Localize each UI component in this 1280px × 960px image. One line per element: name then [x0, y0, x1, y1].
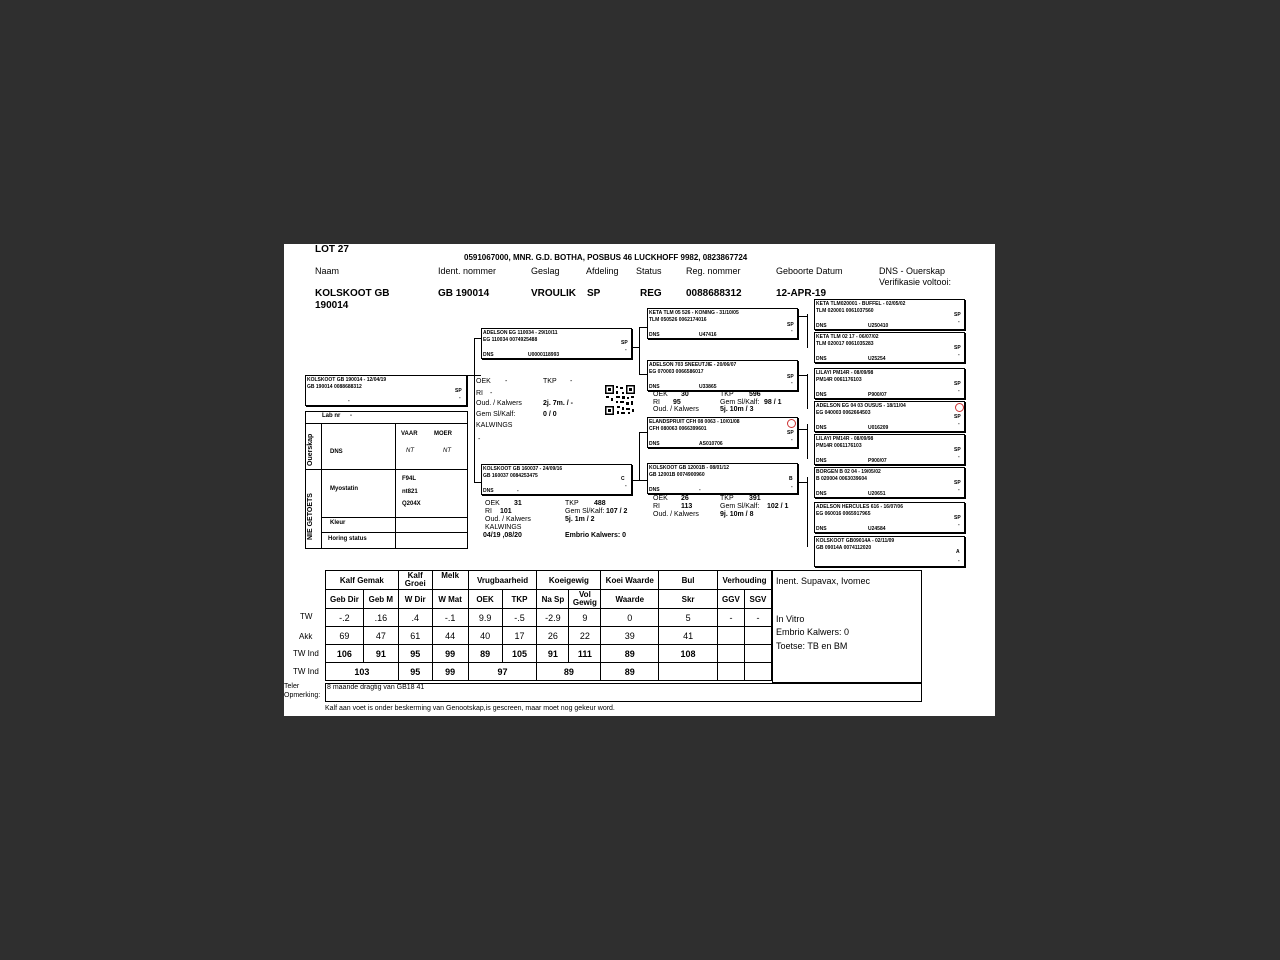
- akk-cell: 47: [363, 627, 398, 645]
- connector: [639, 432, 647, 433]
- gp1-gem: 98 / 1: [764, 399, 782, 406]
- header-reg: Reg. nommer: [686, 266, 741, 276]
- group-header: Vrugbaarheid: [468, 571, 537, 590]
- ggp-line2: TLM 020017 0061035283: [816, 341, 874, 347]
- sub-header: Skr: [659, 590, 718, 609]
- self-dash2: -: [348, 398, 350, 404]
- sub-header: TKP: [502, 590, 537, 609]
- ggp-line2: EG 040003 0062664503: [816, 410, 871, 416]
- owner-line: 0591067000, MNR. G.D. BOTHA, POSBUS 46 LUCKHOFF 9982, 0823867724: [464, 253, 748, 262]
- connector: [807, 314, 808, 348]
- group-header: Kalf Gemak: [326, 571, 399, 590]
- dns-vaar: NT: [406, 448, 414, 454]
- grandparent-box: [647, 417, 798, 448]
- great-grandparent-box: [814, 536, 965, 567]
- ggp-sp: SP: [954, 480, 961, 486]
- sub-header: Vol Gewig: [569, 590, 601, 609]
- ggp-line1: KETA TLM 02 17 - 06/07/02: [816, 334, 879, 340]
- ggp-sp: SP: [954, 515, 961, 521]
- dam-oud-label: Oud. / Kalwers: [485, 516, 531, 523]
- dam-kalwings-label: KALWINGS: [485, 524, 522, 531]
- teler-label: Teler: [284, 683, 300, 690]
- gp1-oud-label: Oud. / Kalwers: [653, 406, 699, 413]
- opmerking-label: Opmerking:: [284, 692, 321, 699]
- ind-cell: 95: [398, 645, 432, 663]
- sub-header: SGV: [744, 590, 771, 609]
- akk-cell: [744, 627, 771, 645]
- great-grandparent-box: [814, 299, 965, 330]
- dam-dns: DNS: [483, 488, 494, 494]
- self-dash1: -: [459, 395, 461, 401]
- sire-oek-label: OEK: [476, 378, 491, 385]
- ggp-dash: -: [958, 352, 960, 358]
- sire-kalwings: -: [478, 436, 481, 443]
- sub-header: W Mat: [432, 590, 468, 609]
- sire-oek: -: [505, 378, 508, 385]
- gp-dns: DNS: [649, 441, 660, 447]
- connector: [639, 480, 647, 481]
- akk-cell: 39: [601, 627, 659, 645]
- gp-line2: EG 070003 0066586017: [649, 369, 704, 375]
- great-grandparent-box: [814, 368, 965, 399]
- ggp-dns: DNS: [816, 491, 827, 497]
- self-sp: SP: [455, 388, 462, 394]
- myostatin-nt821: nt821: [402, 489, 418, 495]
- animal-afdeling: SP: [587, 288, 601, 299]
- dam-tkp-label: TKP: [565, 500, 579, 507]
- ggp-sp: SP: [954, 381, 961, 387]
- great-grandparent-box: [814, 332, 965, 363]
- ind2-cell: 89: [601, 663, 659, 681]
- sire-dash: -: [625, 347, 627, 353]
- ind-cell: [717, 645, 744, 663]
- ggp-dns-value: U016209: [868, 425, 889, 431]
- registration-logo-icon: [787, 419, 796, 428]
- tw-cell: .16: [363, 609, 398, 627]
- tw-cell: -.1: [432, 609, 468, 627]
- connector: [474, 338, 475, 483]
- myostatin-f94l: F94L: [402, 476, 417, 482]
- animal-name-2: 190014: [315, 300, 349, 311]
- dam-embrio: Embrio Kalwers: 0: [565, 532, 627, 539]
- sire-tkp-label: TKP: [543, 378, 557, 385]
- ggp-line1: ADELSON HERCULES 616 - 16/07/06: [816, 504, 903, 510]
- tw-cell: -.2: [326, 609, 364, 627]
- ind-cell: [744, 645, 771, 663]
- sub-header: Na Sp: [537, 590, 569, 609]
- ggp-line2: EG 060016 0065917965: [816, 511, 871, 517]
- ggp-line1: KETA TLM020001 - BUFFEL - 02/05/02: [816, 301, 906, 307]
- sub-header: Waarde: [601, 590, 659, 609]
- ggp-dash: -: [958, 319, 960, 325]
- ggp-sp: A: [956, 549, 960, 555]
- row-label-tw-ind-2: TW Ind: [293, 667, 319, 676]
- connector: [639, 374, 647, 375]
- akk-cell: 69: [326, 627, 364, 645]
- akk-cell: 41: [659, 627, 718, 645]
- gp1-oek: 30: [681, 391, 689, 398]
- row-label-tw: TW: [300, 612, 313, 621]
- footer-note: Kalf aan voet is onder beskerming van Genootskap,is gescreen, maar moet nog gekeur word.: [325, 705, 615, 712]
- grandparent-box: [647, 463, 798, 494]
- grandparent-box: [647, 308, 798, 339]
- animal-geslag: VROULIK: [531, 288, 576, 299]
- myostatin-label: Myostatin: [330, 486, 359, 492]
- ggp-dns: DNS: [816, 392, 827, 398]
- dam-ri: 101: [500, 508, 512, 515]
- sub-header: W Dir: [398, 590, 432, 609]
- ggp-sp: SP: [954, 345, 961, 351]
- dam-line2: GB 160037 0084253475: [483, 473, 538, 479]
- gp2-ri: 113: [681, 503, 693, 510]
- connector: [807, 477, 808, 547]
- ind2-cell: 103: [326, 663, 399, 681]
- gp2-oek: 26: [681, 495, 689, 502]
- performance-table: [325, 570, 772, 681]
- gp-dns-value: U47416: [699, 332, 717, 338]
- ggp-dash: -: [958, 454, 960, 460]
- ggp-dash: -: [958, 522, 960, 528]
- tw-cell: .4: [398, 609, 432, 627]
- group-header: Kalf Groei: [398, 571, 432, 590]
- gp-dns-value: AS010706: [699, 441, 723, 447]
- gp1-gem-label: Gem Sl/Kalf:: [720, 399, 760, 406]
- self-box: [305, 375, 467, 406]
- grandparent-box: [647, 360, 798, 391]
- ind-cell: 89: [468, 645, 502, 663]
- sub-header: GGV: [717, 590, 744, 609]
- sire-dns-value: U0000118993: [528, 352, 560, 358]
- gp2-tkp: 391: [749, 495, 761, 502]
- header-dns: DNS - Ouerskap: [879, 266, 946, 276]
- horing-label: Horing status: [328, 536, 367, 542]
- ggp-sp: SP: [954, 414, 961, 420]
- ggp-dns-value: U25254: [868, 356, 886, 362]
- sire-gem: 0 / 0: [543, 411, 557, 418]
- ggp-line1: BORGEN B 02 04 - 19/05/02: [816, 469, 881, 475]
- akk-cell: [717, 627, 744, 645]
- nie-getoets-label: NIE GETOETS: [307, 493, 314, 540]
- akk-cell: 44: [432, 627, 468, 645]
- gp-dns: DNS: [649, 332, 660, 338]
- ind-cell: 105: [502, 645, 537, 663]
- group-header: Koeigewig: [537, 571, 601, 590]
- dam-line1: KOLSKOOT GB 160037 - 24/09/16: [483, 466, 563, 472]
- ggp-line2: PM14R 0061176103: [816, 443, 862, 449]
- sire-box: [481, 328, 632, 359]
- ggp-sp: SP: [954, 447, 961, 453]
- ggp-sp: SP: [954, 312, 961, 318]
- row-label-akk: Akk: [299, 632, 313, 641]
- kleur-label: Kleur: [330, 520, 346, 526]
- sire-kalwings-label: KALWINGS: [476, 422, 513, 429]
- notes-box: [772, 570, 922, 683]
- sire-oud-label: Oud. / Kalwers: [476, 400, 522, 407]
- gp2-tkp-label: TKP: [720, 495, 734, 502]
- gp-dns: DNS: [649, 384, 660, 390]
- self-line2: GB 190014 0088688312: [307, 384, 362, 390]
- tw-cell: -: [717, 609, 744, 627]
- connector: [639, 327, 647, 328]
- ggp-dash: -: [958, 388, 960, 394]
- gp1-ri-label: RI: [653, 399, 660, 406]
- akk-cell: 22: [569, 627, 601, 645]
- gp-line1: ELANDSPRUIT CFH 08 0063 - 10/01/08: [649, 419, 740, 425]
- connector: [639, 327, 640, 374]
- gp1-oud: 5j. 10m / 3: [720, 406, 754, 413]
- connector: [639, 432, 640, 480]
- group-header: Koei Waarde: [601, 571, 659, 590]
- sire-dns: DNS: [483, 352, 494, 358]
- gp-line2: CFH 080063 0066399601: [649, 426, 707, 432]
- row-label-tw-ind: TW Ind: [293, 649, 319, 658]
- gp-line1: ADELSON 703 SNEEUTJIE - 20/06/07: [649, 362, 737, 368]
- ind2-cell: 97: [468, 663, 537, 681]
- gp-sp: SP: [787, 322, 794, 328]
- gp-line2: TLM 050526 0062174016: [649, 317, 707, 323]
- animal-geboorte: 12-APR-19: [776, 288, 827, 299]
- dns-moer: NT: [443, 448, 451, 454]
- dam-oek: 31: [514, 500, 522, 507]
- gp2-gem-label: Gem Sl/Kalf:: [720, 503, 760, 510]
- gp-dash: -: [791, 328, 793, 334]
- sire-sp: SP: [621, 340, 628, 346]
- ind-cell: 91: [363, 645, 398, 663]
- sire-ri-label: RI: [476, 390, 483, 397]
- gp-sp: B: [789, 476, 793, 482]
- ggp-line2: TLM 020001 0061037560: [816, 308, 874, 314]
- lab-box: [305, 411, 468, 549]
- gp-dash: -: [791, 380, 793, 386]
- great-grandparent-box: [814, 401, 965, 432]
- great-grandparent-box: [814, 434, 965, 465]
- dam-gem: 107 / 2: [606, 508, 628, 515]
- ind-cell: 108: [659, 645, 718, 663]
- gp1-ri: 95: [673, 399, 681, 406]
- ggp-dns-value: P900/07: [868, 458, 887, 464]
- sire-oud: 2j. 7m. / -: [543, 400, 573, 407]
- ind-cell: 89: [601, 645, 659, 663]
- gp2-ri-label: RI: [653, 503, 660, 510]
- tw-cell: -.5: [502, 609, 537, 627]
- tw-cell: 0: [601, 609, 659, 627]
- gp2-oek-label: OEK: [653, 495, 668, 502]
- gp2-gem: 102 / 1: [767, 503, 789, 510]
- group-header: Melk: [432, 571, 468, 590]
- tw-cell: -2.9: [537, 609, 569, 627]
- ind2-cell: 99: [432, 663, 468, 681]
- sub-header: Geb M: [363, 590, 398, 609]
- ind2-cell: 95: [398, 663, 432, 681]
- ggp-dns-value: U24584: [868, 526, 886, 532]
- animal-reg: 0088688312: [686, 288, 742, 299]
- dam-dash: -: [625, 483, 627, 489]
- qr-code: [604, 384, 636, 416]
- gp-dns-value: -: [699, 487, 701, 493]
- ind-cell: 91: [537, 645, 569, 663]
- great-grandparent-box: [814, 502, 965, 533]
- gp-dns: DNS: [649, 487, 660, 493]
- sub-header: Geb Dir: [326, 590, 364, 609]
- gp-dash: -: [791, 437, 793, 443]
- ggp-dns-value: P900/07: [868, 392, 887, 398]
- teler-remark-box: [325, 683, 922, 702]
- ggp-dns: DNS: [816, 356, 827, 362]
- sire-gem-label: Gem Sl/Kalf:: [476, 411, 516, 418]
- gp1-tkp-label: TKP: [720, 391, 734, 398]
- self-line1: KOLSKOOT GB 190014 - 12/04/19: [307, 377, 387, 383]
- great-grandparent-box: [814, 467, 965, 498]
- akk-cell: 61: [398, 627, 432, 645]
- sire-tkp: -: [570, 378, 573, 385]
- ggp-dns: DNS: [816, 425, 827, 431]
- teler-remark: 8 maande dragtig van GB18 41: [327, 684, 425, 691]
- moer-header: MOER: [434, 431, 452, 437]
- dam-kalwings: 04/19 ,08/20: [483, 532, 522, 539]
- akk-cell: 26: [537, 627, 569, 645]
- ggp-dash: -: [958, 487, 960, 493]
- ggp-dns: DNS: [816, 526, 827, 532]
- sire-line1: ADELSON EG 110034 - 29/10/11: [483, 330, 558, 336]
- ind-cell: 106: [326, 645, 364, 663]
- dam-dns-value: -: [517, 488, 519, 494]
- lab-value: -: [350, 413, 352, 419]
- vaar-header: VAAR: [401, 431, 418, 437]
- ggp-line1: LILAYI PM14R - 08/09/98: [816, 436, 874, 442]
- gp-line1: KOLSKOOT GB 12001B - 08/01/12: [649, 465, 730, 471]
- sire-ri: -: [490, 390, 493, 397]
- lab-label: Lab nr: [322, 413, 341, 419]
- gp-dash: -: [791, 484, 793, 490]
- ggp-dash: -: [958, 558, 960, 564]
- ggp-dns: DNS: [816, 458, 827, 464]
- gp-sp: SP: [787, 374, 794, 380]
- group-header: Verhouding: [717, 571, 771, 590]
- dam-box: [481, 464, 632, 495]
- notes-inent: Inent. Supavax, Ivomec: [776, 576, 871, 586]
- gp2-oud-label: Oud. / Kalwers: [653, 511, 699, 518]
- dam-oud: 5j. 1m / 2: [565, 516, 595, 523]
- sire-line2: EG 110034 0074925488: [483, 337, 538, 343]
- gp1-tkp: 596: [749, 391, 761, 398]
- lot-number: LOT 27: [315, 244, 349, 255]
- ind-cell: 111: [569, 645, 601, 663]
- ggp-line1: KOLSKOOT GB09014A - 02/11/09: [816, 538, 895, 544]
- notes-toetse: Toetse: TB en BM: [776, 641, 848, 651]
- ggp-dns: DNS: [816, 323, 827, 329]
- sub-header: OEK: [468, 590, 502, 609]
- dam-c: C: [621, 476, 625, 482]
- dam-gem-label: Gem Sl/Kalf:: [565, 508, 605, 515]
- tw-cell: -: [744, 609, 771, 627]
- gp-sp: SP: [787, 430, 794, 436]
- header-geboorte: Geboorte Datum: [776, 266, 843, 276]
- ggp-line2: PM14R 0061176103: [816, 377, 862, 383]
- header-naam: Naam: [315, 266, 340, 276]
- header-ident: Ident. nommer: [438, 266, 497, 276]
- registration-logo-icon: [955, 403, 964, 412]
- connector: [807, 374, 808, 409]
- gp-line1: KETA TLM 05 526 - KONING - 31/10/05: [649, 310, 739, 316]
- connector: [474, 338, 481, 339]
- notes-in-vitro: In Vitro: [776, 614, 805, 624]
- gp-line2: GB 12001B 0074900960: [649, 472, 705, 478]
- ind-cell: 99: [432, 645, 468, 663]
- ggp-dns-value: U20651: [868, 491, 886, 497]
- header-verifikasie: Verifikasie voltooi:: [879, 277, 952, 287]
- ggp-dash: -: [958, 421, 960, 427]
- tw-cell: 9.9: [468, 609, 502, 627]
- header-afdeling: Afdeling: [586, 266, 619, 276]
- dam-tkp: 488: [594, 500, 606, 507]
- ggp-dns-value: U250410: [868, 323, 889, 329]
- pedigree-certificate: [284, 244, 995, 716]
- gp1-oek-label: OEK: [653, 391, 668, 398]
- dam-oek-label: OEK: [485, 500, 500, 507]
- dam-ri-label: RI: [485, 508, 492, 515]
- ggp-line1: ADELSON EG 04 03 OUSUS - 18/11/04: [816, 403, 906, 409]
- dns-label: DNS: [330, 449, 343, 455]
- myostatin-q204x: Q204X: [402, 501, 421, 507]
- akk-cell: 40: [468, 627, 502, 645]
- ggp-line2: B 020004 0063039604: [816, 476, 867, 482]
- tw-cell: 9: [569, 609, 601, 627]
- tw-cell: 5: [659, 609, 718, 627]
- animal-ident: GB 190014: [438, 288, 490, 299]
- header-geslag: Geslag: [531, 266, 560, 276]
- group-header: Bul: [659, 571, 718, 590]
- animal-status: REG: [640, 288, 662, 299]
- ind2-cell: 89: [537, 663, 601, 681]
- header-status: Status: [636, 266, 662, 276]
- ouerskap-label: Ouerskap: [307, 433, 314, 466]
- ggp-line2: GB 09014A 0074112020: [816, 545, 872, 551]
- gp-dns-value: U33865: [699, 384, 717, 390]
- akk-cell: 17: [502, 627, 537, 645]
- connector: [474, 482, 481, 483]
- ggp-line1: LILAYI PM14R - 08/09/98: [816, 370, 874, 376]
- notes-embrio: Embrio Kalwers: 0: [776, 627, 850, 637]
- connector: [807, 424, 808, 459]
- gp2-oud: 9j. 10m / 8: [720, 511, 754, 518]
- animal-name-1: KOLSKOOT GB: [315, 288, 390, 299]
